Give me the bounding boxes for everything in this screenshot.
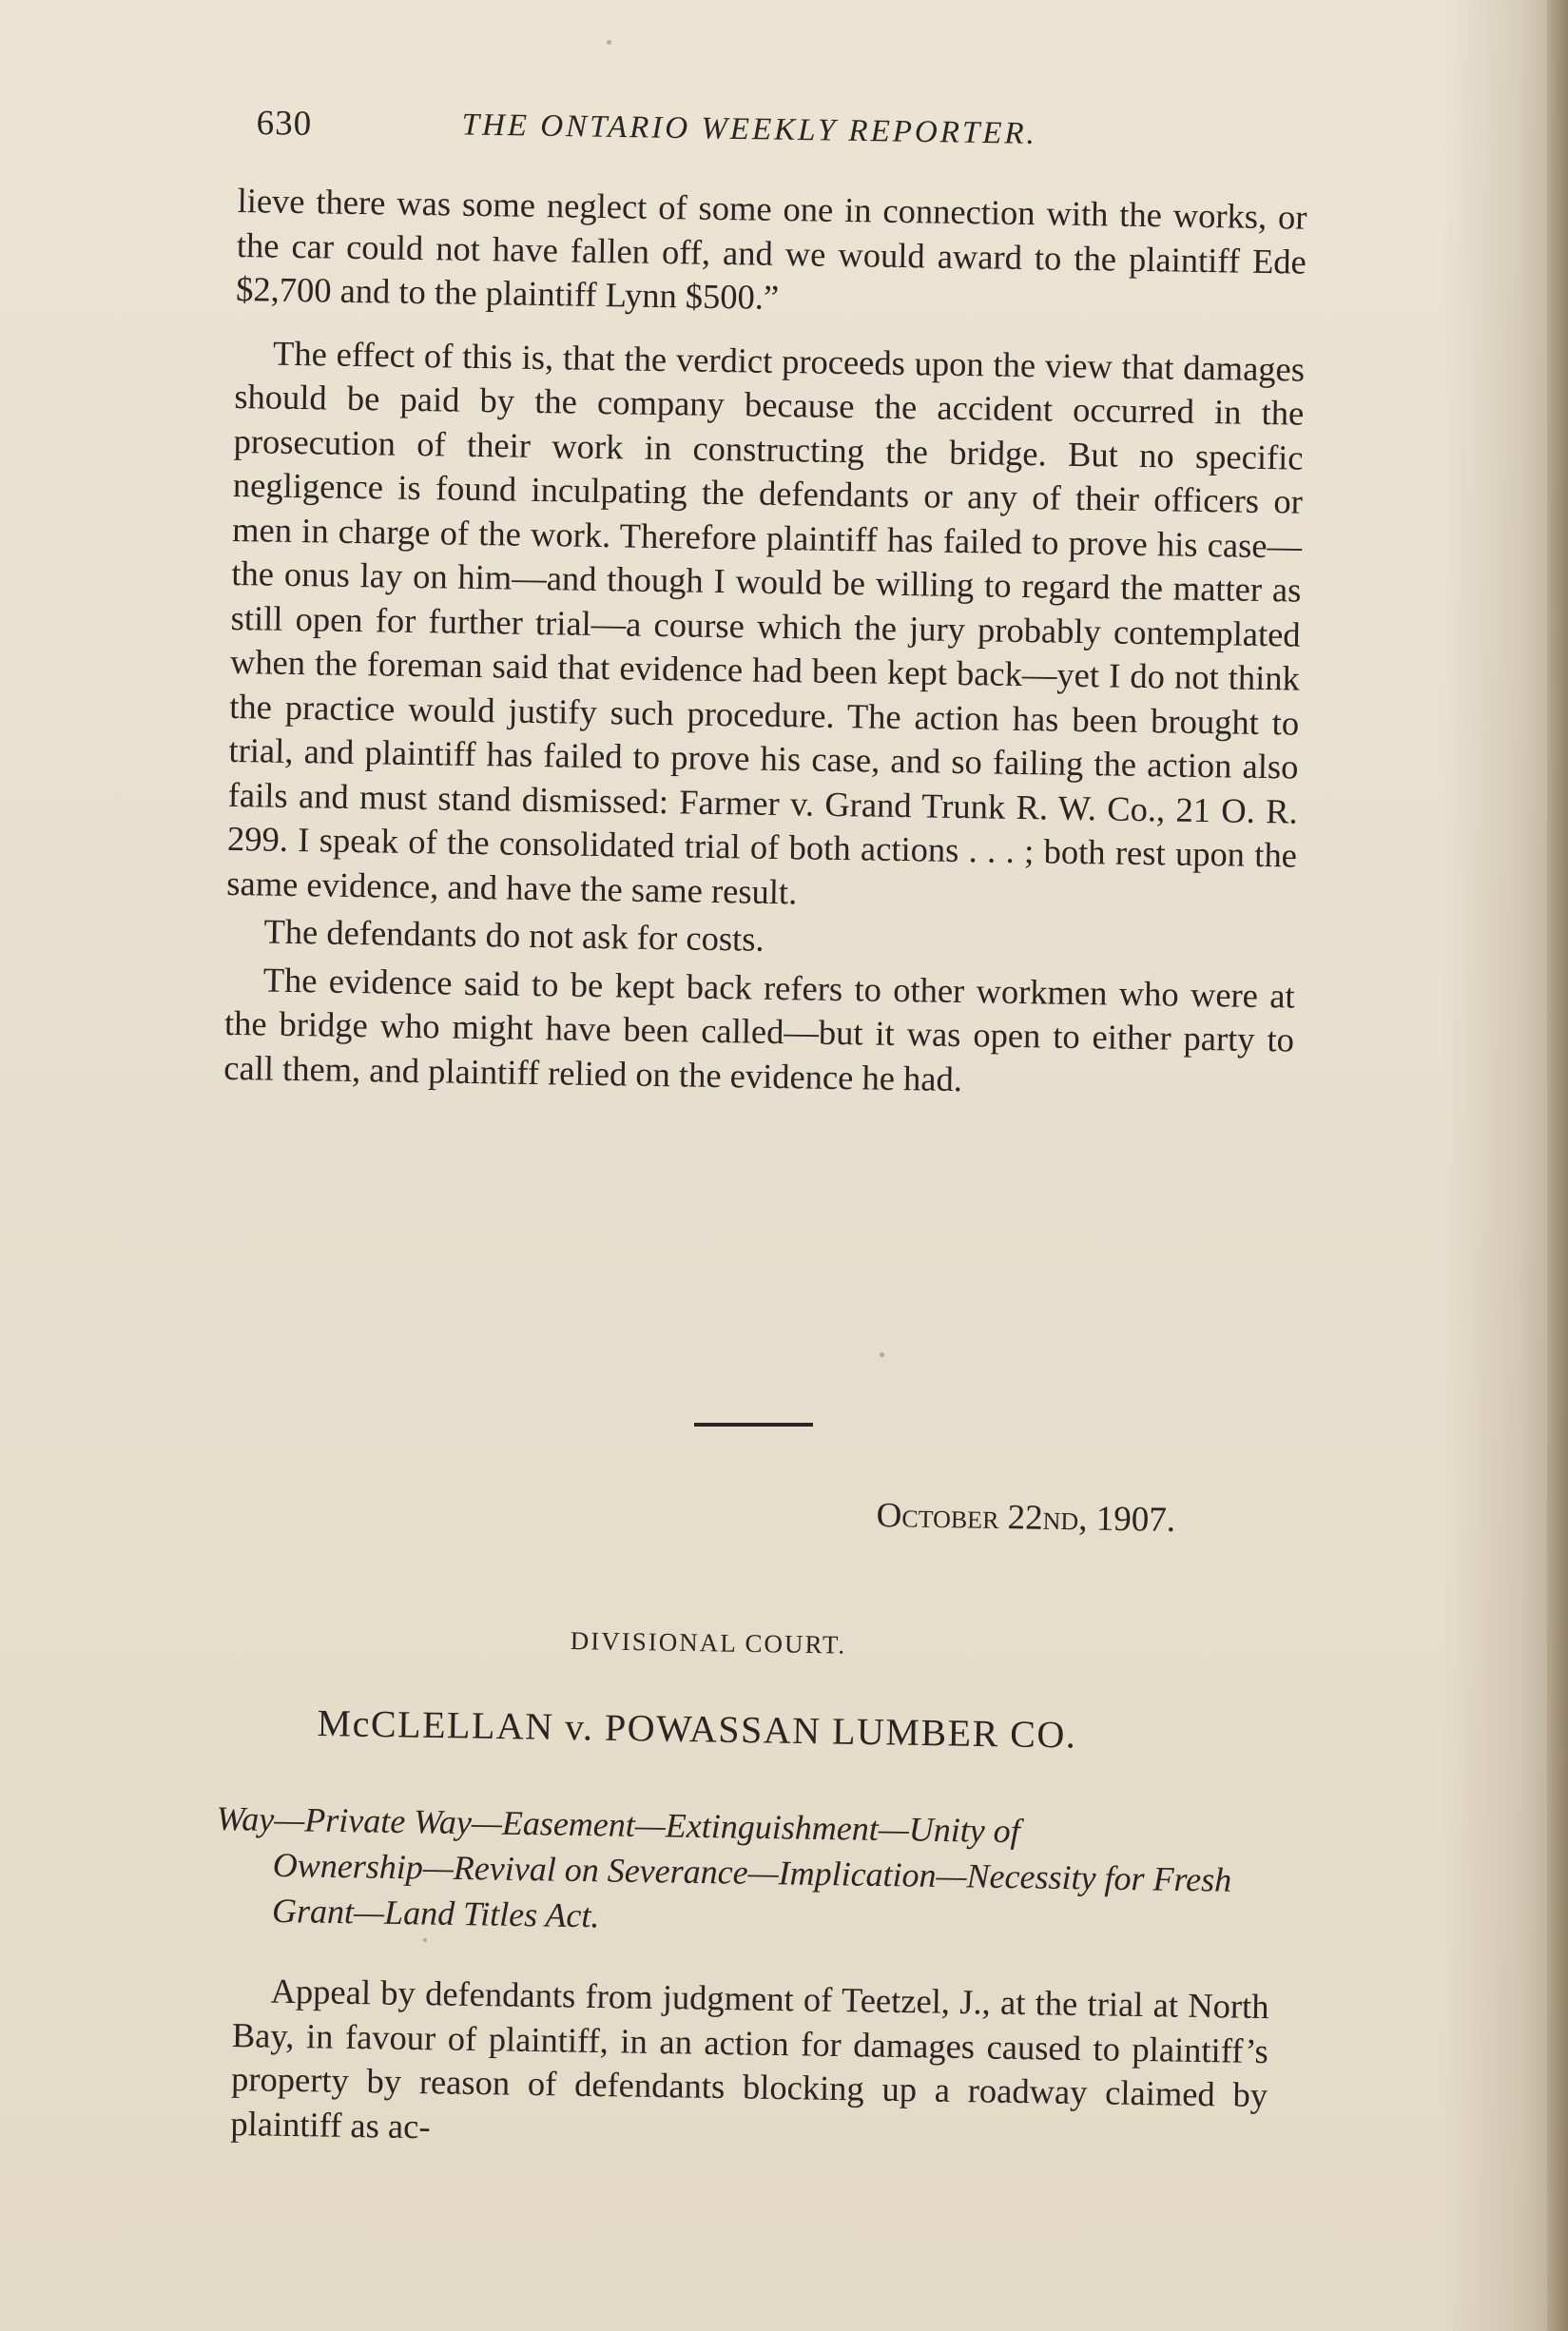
journal-title: THE ONTARIO WEEKLY REPORTER. bbox=[461, 107, 1038, 151]
case-date-text: October 22nd, 1907. bbox=[876, 1495, 1176, 1540]
headnote bbox=[215, 1796, 1272, 1949]
paragraph-jury-finding: lieve there was some neglect of some one in connection with the works, or the car could not have fallen off, and we would award to the plaintiff Ede $2,700 and to the plaintiff Lynn $500.” bbox=[235, 180, 1307, 317]
headnote-continuation: Ownership—Revival on Severance—Implication—Necessity for Fresh Grant—Land Titles Act. bbox=[271, 1845, 1232, 1935]
paper-speck bbox=[607, 40, 611, 45]
page-number: 630 bbox=[256, 103, 313, 144]
headnote-first-line: Way—Private Way—Easement—Extinguishment—Unity of bbox=[216, 1798, 1021, 1851]
paragraph-effect-of-verdict: The effect of this is, that the verdict proceeds upon the view that damages should be paid by the company because the accident occurred in the prosecution of their work in constructing the bridge. But no specific negligence is found inculpating the defendants or any of their officers or men in charge of the work. Therefore plaintiff has failed to prove his case—the onus lay on him—and though I would be willing to regard the matter as still open for further trial—a course which the jury probably contemplated when the foreman said that evidence had been kept back—yet I do not think the practice would justify such procedure. The action has been brought to trial, and plaintiff has failed to prove his case, and so failing the action also fails and must stand dismissed: Farmer v. Grand Trunk R. W. Co., 21 O. R. 299. I speak of the consolidated trial of both actions . . . ; both rest upon the same evidence, and have the same result. bbox=[226, 333, 1306, 911]
paper-speck bbox=[423, 1938, 427, 1942]
case-title: McCLELLAN v. POWASSAN LUMBER CO. bbox=[317, 1700, 1077, 1757]
judgment-continuation bbox=[223, 179, 1307, 1107]
appeal-summary bbox=[230, 1969, 1269, 2162]
running-head bbox=[256, 103, 1284, 166]
page-edge-shadow bbox=[1547, 0, 1568, 2331]
paragraph-evidence-kept-back: The evidence said to be kept back refers to other workmen who were at the bridge who might have been called—but it was open to either party to call them, and plaintiff relied on the evidence he had. bbox=[223, 960, 1295, 1098]
paragraph-costs: The defendants do not ask for costs. bbox=[263, 911, 765, 959]
appeal-paragraph: Appeal by defendants from judgment of Teetzel, J., at the trial at North Bay, in favour of plaintiff, in an action for damages caused to plaintiff’s property by reason of defendants blocking up a roadway claimed by plaintiff as ac- bbox=[230, 1971, 1269, 2146]
court-name: DIVISIONAL COURT. bbox=[570, 1626, 847, 1660]
paper-speck bbox=[880, 1352, 884, 1357]
case-date bbox=[876, 1495, 1175, 1541]
section-divider bbox=[694, 1423, 813, 1427]
